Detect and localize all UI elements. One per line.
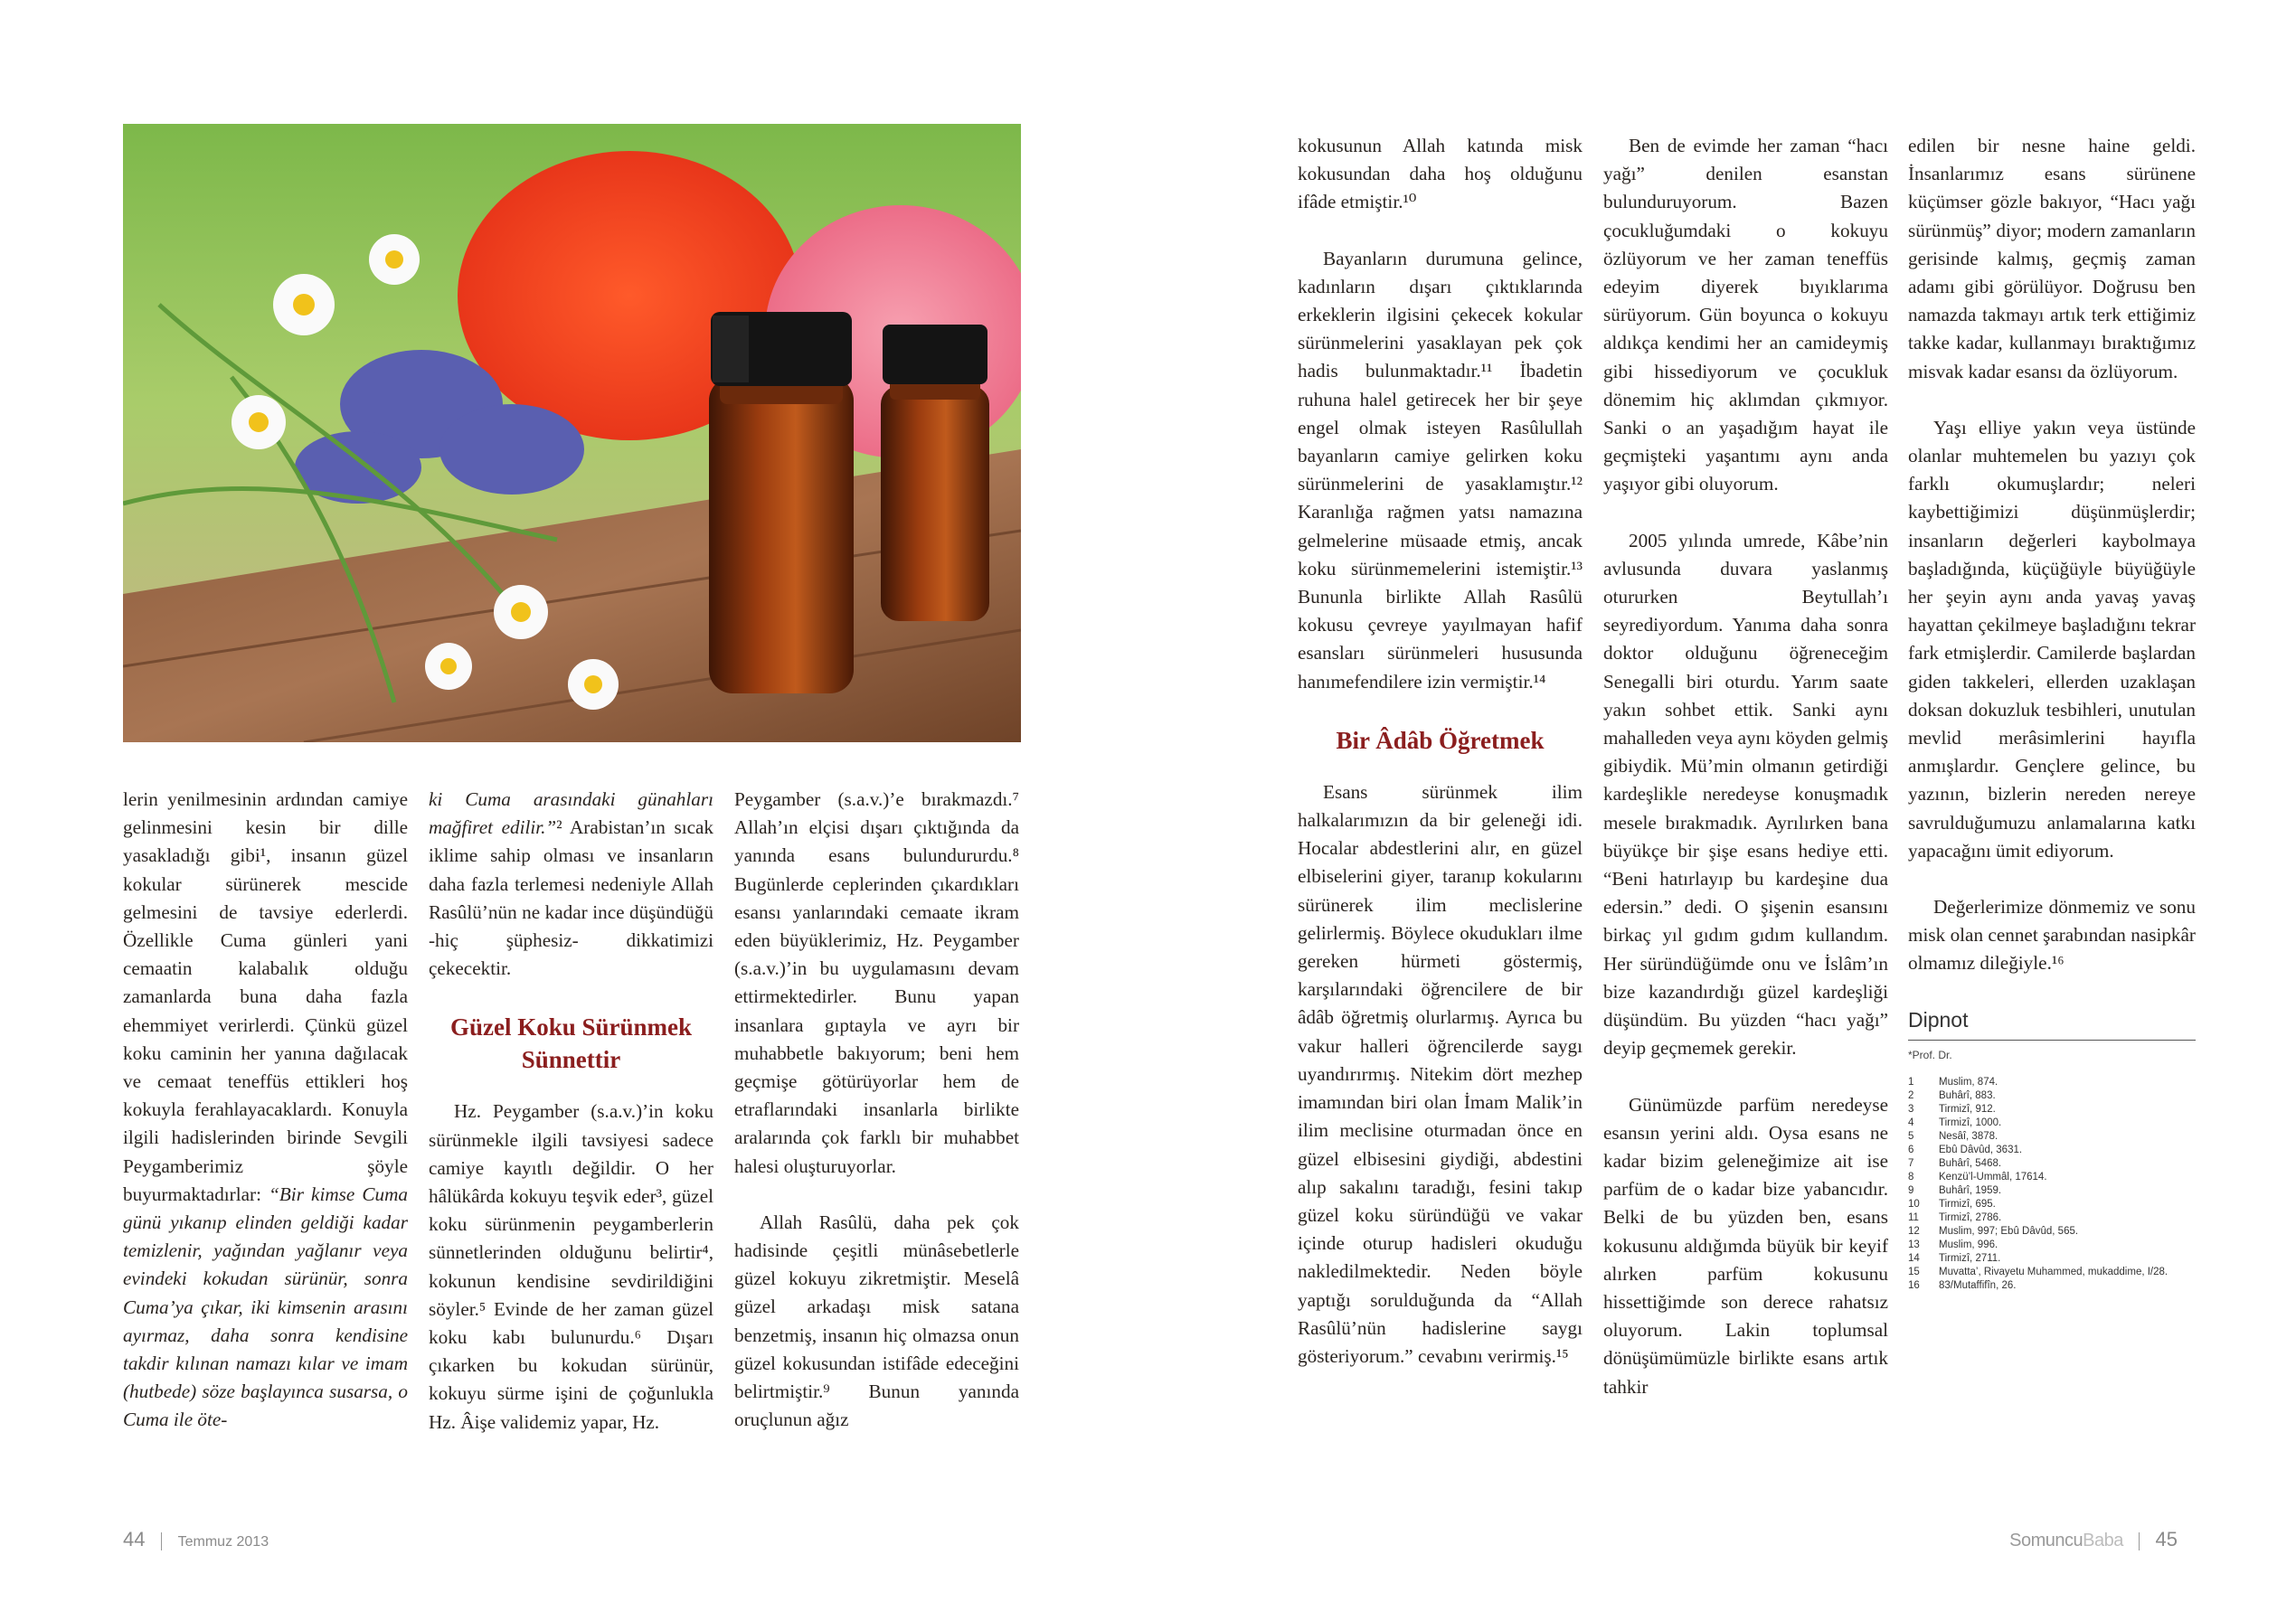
footnote-text: Muslim, 996. (1939, 1239, 1998, 1250)
footnote-text: Tirmizî, 2786. (1939, 1211, 2002, 1223)
footnote-item (1908, 1279, 2196, 1293)
footnote-item (1908, 1089, 2196, 1103)
footnote-text: Buhârî, 5468. (1939, 1157, 2002, 1169)
footnote-item (1908, 1198, 2196, 1211)
footnote-number: 6 (1908, 1144, 1914, 1155)
footnote-item (1908, 1117, 2196, 1130)
paragraph: Peygamber (s.a.v.)’e bırakmazdı.⁷ Allah’ın elçisi dışarı çıktığında da yanında esans bulundururdu.⁸ Bugünlerde ceplerinden çıkardıkları esansı yanlarındaki cemaate ikram eden büyüklerimiz, Hz. Peygamber (s.a.v.)’in bu uygulamasını devam ettirmektedirler. Bunu yapan insanlara gıptayla ve ayrı bir muhabbetle bakıyorum; beni hem geçmişe götürüyorlar hem de etraflarındaki insanlarla birlikte aralarında çok farklı bir muhabbet halesi oluşturuyorlar. (734, 788, 1019, 1177)
paragraph: Günümüzde parfüm neredeyse esansın yerini aldı. Oysa esans ne kadar bizim geleneğimize ait ise parfüm de o kadar bize yabancıdır. Belki de bu yüzden ben, esans kokusunu aldığımda büyük bir keyif alırken parfüm kokusunu hissettiğimde son derece rahatsız oluyorum. Lakin toplumsal dönüşümümüzle birlikte esans artık tahkir (1603, 1093, 1888, 1398)
paragraph: Değerlerimize dönmemiz ve sonu misk olan cennet şarabından nasipkâr olmamız dileğiyle.¹⁶ (1908, 896, 2196, 975)
paragraph: Allah Rasûlü, daha pek çok hadisinde çeşitli münâsebetlerle güzel kokuyu zikretmiştir. Meselâ güzel arkadaşı misk satana benzetmiş, insanın hiç olmazsa onun güzel kokusundan istifâde edeceğini belirtmiştir.⁹ Bunun yanında oruçlunun ağız (734, 1211, 1019, 1431)
text: ² Arabistan’ın sıcak iklime sahip olması ve insanların daha fazla terlemesi nedeniyle Allah Rasûlü’nün ne kadar ince düşündüğü -hiç şüphesiz- dikkatimizi çekecektir. (429, 816, 713, 980)
column-2 (429, 786, 713, 1465)
paragraph: Ben de evimde her zaman “hacı yağı” denilen esanstan bulunduruyorum. Bazen çocukluğumdaki o kokuyu özlüyorum ve her zaman teneffüs edeyim diyerek bıyıklarıma sürüyorum. Gün boyunca o kokuyu aldıkça kendimi her an camideymiş gibi hissediyorum ve çocukluk dönemim hiç aklımdan çıkmıyor. Sanki o an yaşadığım hayat ile geçmişteki yaşantımı aynı anda yaşıyor gibi oluyorum. (1603, 135, 1888, 495)
brand-baba: Baba (2083, 1531, 2123, 1550)
footnote-number: 10 (1908, 1198, 1920, 1210)
footnote-item (1908, 1252, 2196, 1266)
section-heading: Bir Âdâb Öğretmek (1336, 726, 1545, 754)
footnotes-divider (1908, 1040, 2196, 1041)
paragraph: Yaşı elliye yakın veya üstünde olanlar muhtemelen bu yazıyı çok farklı okumuşlardır; neleri kaybettiğimizi düşünmüşlerdir; insanların değerleri kaybolmaya başladığında, küçüğüyle büyüğüyle her şeyin aynı anda yavaş yavaş hayattan çekilmeye başladığını tekrar fark etmişlerdir. Camilerde başlardan giden takkeleri, ellerden uzaklaşan doksan dokuzluk tesbihleri, unutulan mevlid merâsimlerini hayıfla anmışlardır. Gençlere gelince, bu yazının, bizlerin nereden nereye savrulduğumuzu anlamalarına katkı yapacağını ümit ediyorum. (1908, 416, 2196, 862)
footnote-text: Tirmizî, 2711. (1939, 1252, 2001, 1264)
footnote-number: 11 (1908, 1211, 1919, 1223)
section-heading: Güzel Koku Sürünmek Sünnettir (449, 1013, 693, 1074)
footnote-item (1908, 1130, 2196, 1144)
column-3 (734, 786, 1019, 1462)
page-number: 44 (123, 1528, 146, 1550)
footnote-text: Muslim, 874. (1939, 1076, 1998, 1088)
footnote-number: 14 (1908, 1252, 1920, 1264)
issue-date: Temmuz 2013 (177, 1534, 269, 1550)
left-footer (123, 1528, 269, 1551)
footnote-number: 16 (1908, 1279, 1920, 1291)
footnote-item (1908, 1266, 2196, 1279)
hadith-quote-end: ki Cuma arasındaki günahları mağfiret edilir.” (429, 788, 713, 839)
paragraph: Bayanların durumuna gelince, kadınların dışarı çıktıklarında erkeklerin ilgisini çekecek kokular sürünmelerini yasaklayan pek çok hadis bulunmaktadır.¹¹ İbadetin ruhuna halel getirecek her bir şeye engel olmak isteyen Rasûlullah bayanların camiye gelirken koku sürünmelerini de yasaklamıştır.¹² Karanlığa rağmen yatsı namazına gelmelerine müsaade etmiş, ancak koku sürünmemelerini istemiştir.¹³ Bununla birlikte Allah Rasûlü kokusu çevreye yayılmayan hafif esansları sürünmeleri hususunda hanımefendilere izin vermiştir.¹⁴ (1298, 247, 1583, 693)
footnote-number: 13 (1908, 1239, 1920, 1250)
column-6 (1908, 132, 2196, 1293)
paragraph: kokusunun Allah katında misk kokusundan daha hoş olduğunu ifâde etmiştir.¹⁰ (1298, 135, 1583, 213)
footnote-item (1908, 1171, 2196, 1184)
footnote-item (1908, 1184, 2196, 1198)
footnote-item (1908, 1239, 2196, 1252)
brand-logo (2009, 1531, 2128, 1550)
hadith-quote: “Bir kimse Cuma günü yıkanıp elinden geldiği kadar temizlenir, yağından yağlanır veya evindeki kokudan sürünür, sonra Cuma’ya çıkar, iki kimsenin arasını ayırmaz, daha sonra kendisine takdir kılınan namazı kılar ve imam (hutbede) söze başlayınca susarsa, o Cuma ile öte- (123, 1183, 409, 1431)
paragraph: Esans sürünmek ilim halkalarımızın da bir geleneği idi. Hocalar abdestlerini alır, en güzel elbiselerini giyer, taranıp kokularını sürünerek ilim meclislerine gelirlermiş. Böylece okudukları ilme gereken hürmeti göstermiş, karşılarındaki öğrencilere de bir âdâb öğretmiş olurlarmış. Ayrıca bu vakur halleri öğrencilerde saygı uyandırırmış. Nitekim dört mezhep imamından biri olan İmam Malik’in ilim meclisine oturmadan önce en güzel elbisesini giydiği, abdestini alıp sakalını taradığı, fesini takıp güzel koku süründüğü ve vakar içinde oturup hadisleri okuduğu nakledilmektedir. Neden böyle yaptığı sorulduğunda da “Allah Rasûlü’nün hadislerine saygı gösteriyorum.” cevabını verirmiş.¹⁵ (1298, 780, 1583, 1367)
paragraph: 2005 yılında umrede, Kâbe’nin avlusunda duvara yaslanmış otururken Beytullah’ı seyrediyordum. Yanıma daha sonra doktor olduğunu öğreneceğim Senegalli biri oturdu. Yarım saate yakın sohbet ettik. Sanki aynı mahalleden veya aynı köyden gelmiş gibiydik. Mü’min olmanın getirdiği kardeşlikle neredeyse konuşmadık mesele bırakmadık. Ayrılırken bana büyükçe bir şişe esans hediye etti. “Beni hatırlayıp bu kardeşine dua edersin.” dedi. O şişenin esansını birkaç yıl gıdım gıdım kullandım. Her süründüğümde onu ve İslâm’ın bize kazandırdığı güzel kardeşliği düşündüm. Bu yüzden “hacı yağı” deyip geçmemek gerekir. (1603, 529, 1888, 1060)
column-1 (123, 786, 408, 1463)
footnote-number: 9 (1908, 1184, 1914, 1196)
footnote-text: 83/Mutaffifîn, 26. (1939, 1279, 2017, 1291)
footnote-item (1908, 1211, 2196, 1225)
footnote-text: Buhârî, 1959. (1939, 1184, 2002, 1196)
paragraph (429, 786, 713, 983)
footnotes-list (1908, 1076, 2196, 1293)
footnote-text: Kenzü’l-Ummâl, 17614. (1939, 1171, 2047, 1183)
footnote-item (1908, 1157, 2196, 1171)
brand-somuncu: Somuncu (2009, 1531, 2083, 1550)
footnote-item (1908, 1225, 2196, 1239)
footnote-text: Nesâî, 3878. (1939, 1130, 1998, 1142)
footnote-number: 12 (1908, 1225, 1920, 1237)
footnote-number: 7 (1908, 1157, 1914, 1169)
footnote-item (1908, 1076, 2196, 1089)
footnote-number: 15 (1908, 1266, 1920, 1277)
text: lerin yenilmesinin ardından camiye gelinmesini kesin bir dille yasakladığı gibi¹, insanın güzel kokular sürünerek mescide gelmesini de tavsiye ederlerdi. Özellikle Cuma günleri yani cemaatin kalabalık olduğu zamanlarda buna daha fazla ehemmiyet verirlerdi. Çünkü güzel koku caminin her yanına dağılacak ve cemaat teneffüs ettikleri hoş kokuyla ferahlayacaklardı. Konuyla ilgili hadislerinden birinde Sevgili Peygamberimiz şöyle buyurmaktadırlar: (123, 788, 408, 1205)
footnote-text: Ebû Dâvûd, 3631. (1939, 1144, 2023, 1155)
footnote-number: 4 (1908, 1117, 1914, 1128)
paragraph: Hz. Peygamber (s.a.v.)’in koku sürünmekle ilgili tavsiyesi sadece camiye kayıtlı değildir. O her hâlükârda kokuyu teşvik eder³, güzel koku sürünmenin peygamberlerin sünnetlerinden olduğunu belirtir⁴, kokunun kendisine sevdirildiğini söyler.⁵ Evinde de her zaman güzel koku kabı bulunurdu.⁶ Dışarı çıkarken bu kokudan sürünür, kokuyu sürme işini de çoğunlukla Hz. Âişe validemiz yapar, Hz. (429, 1100, 713, 1433)
footnote-number: 5 (1908, 1130, 1914, 1142)
page-number: 45 (2155, 1528, 2178, 1550)
footnote-number: 3 (1908, 1103, 1914, 1115)
footnote-text: Buhârî, 883. (1939, 1089, 1996, 1101)
footer-divider (2139, 1532, 2140, 1550)
footnote-text: Tirmizî, 695. (1939, 1198, 1996, 1210)
paragraph (123, 786, 408, 1435)
essential-oil-photo (123, 124, 1021, 742)
column-4 (1298, 132, 1583, 1399)
footnote-number: 1 (1908, 1076, 1914, 1088)
footnote-number: 2 (1908, 1089, 1914, 1101)
footnote-number: 8 (1908, 1171, 1914, 1183)
footnote-text: Muslim, 997; Ebû Dâvûd, 565. (1939, 1225, 2079, 1237)
footnotes-title: Dipnot (1908, 1007, 1969, 1032)
footnote-text: Muvatta’, Rivayetu Muhammed, mukaddime, I/28. (1939, 1266, 2168, 1277)
right-footer (2009, 1528, 2178, 1551)
footnote-item (1908, 1103, 2196, 1117)
footnote-text: Tirmizî, 912. (1939, 1103, 1996, 1115)
footnote-item (1908, 1144, 2196, 1157)
paragraph: edilen bir nesne haine geldi. İnsanlarımız esans sürünene küçümser gözle bakıyor, “Hacı yağı sürünmüş” diyor; modern zamanların gerisinde kalmış, geçmiş zaman adamı gibi görülüyor. Doğrusu ben namazda takmayı artık terk ettiğimiz takke kadar, kullanmayı bıraktığımız misvak kadar esansı da özlüyorum. (1908, 135, 2196, 382)
column-5 (1603, 132, 1888, 1429)
author-title-note: *Prof. Dr. (1908, 1048, 1952, 1061)
footer-divider (161, 1532, 162, 1550)
footnote-text: Tirmizî, 1000. (1939, 1117, 2002, 1128)
